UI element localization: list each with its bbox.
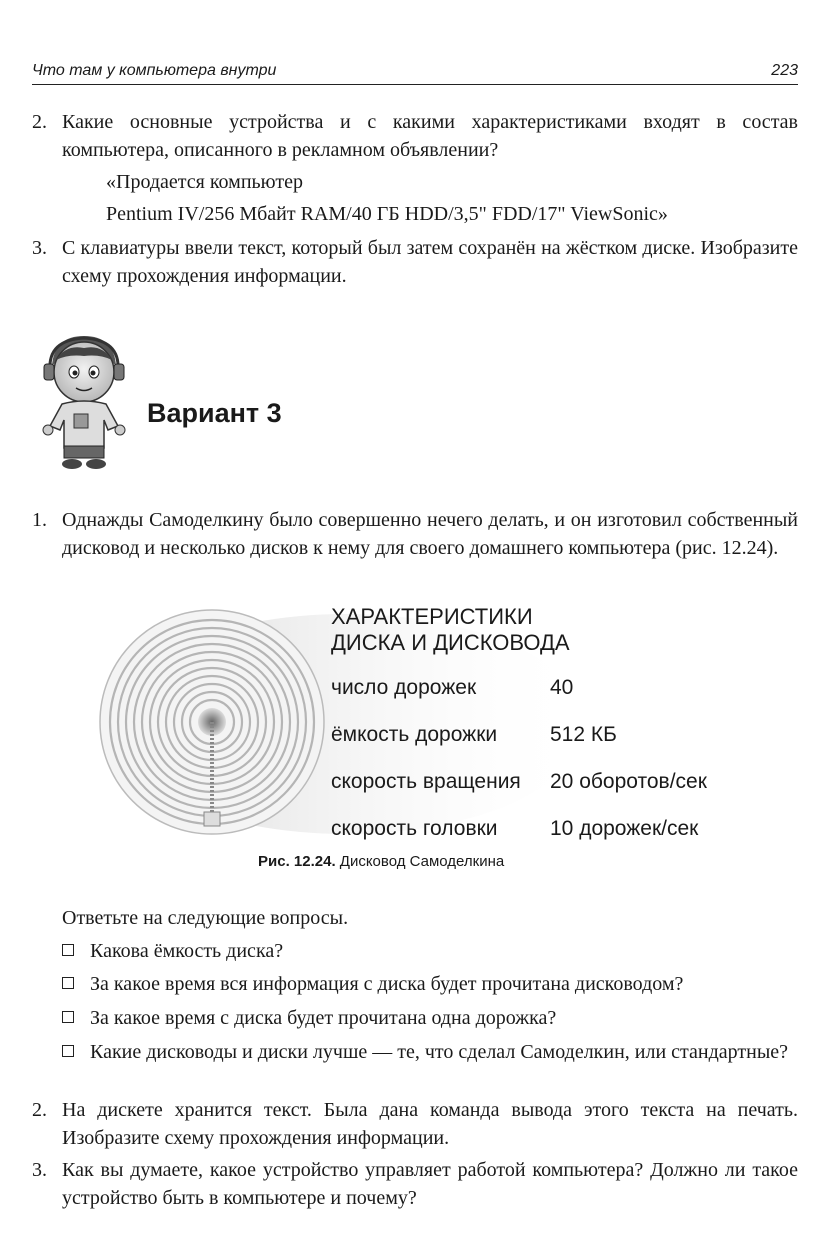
questions-intro: Ответьте на следующие вопросы. — [62, 907, 349, 929]
spec-label: ёмкость дорожки — [331, 723, 498, 746]
spec-row — [331, 723, 617, 747]
spec-row — [331, 770, 707, 794]
caption-text: Дисковод Самоделкина — [339, 853, 505, 870]
spec-value: 40 — [550, 676, 574, 699]
spec-value: 20 оборотов/сек — [550, 770, 707, 793]
ad-line-1: «Продается компьютер — [106, 171, 303, 193]
item-text: На дискете хранится текст. Была дана команда вывода этого текста на печать. Изобразите схему прохождения информации. — [62, 1099, 798, 1149]
bullet-text: За какое время вся информация с диска будет прочитана дисководом? — [90, 973, 684, 995]
header-title: Что там у компьютера внутри — [32, 62, 277, 79]
bullet-text: За какое время с диска будет прочитана одна дорожка? — [90, 1007, 557, 1029]
bullet-text: Какие дисководы и диски лучше — те, что сделал Самоделкин, или стандартные? — [90, 1041, 789, 1063]
ad-line-2: Pentium IV/256 Мбайт RAM/40 ГБ HDD/3,5" FDD/17" ViewSonic» — [106, 203, 668, 225]
item-text: Какие основные устройства и с какими характеристиками входят в состав компьютера, описанного в рекламном объявлении? — [62, 111, 798, 161]
page-number: 223 — [771, 62, 798, 79]
checkbox-bullet-icon — [62, 944, 74, 956]
bullet-text: Какова ёмкость диска? — [90, 940, 284, 962]
caption-label: Рис. 12.24. — [258, 853, 336, 870]
variant-heading: Вариант 3 — [147, 398, 282, 428]
item-number: 2. — [32, 1099, 47, 1121]
item-text: Однажды Самоделкину было совершенно нечего делать, и он изготовил собственный дисковод и несколько дисков к нему для своего домашнего компьютера (рис. 12.24). — [62, 509, 798, 559]
item-number: 3. — [32, 237, 47, 259]
running-header — [32, 60, 798, 85]
boy-illustration — [34, 330, 134, 472]
figure-caption — [258, 853, 504, 870]
item-text: Как вы думаете, какое устройство управляет работой компьютера? Должно ли такое устройство быть в компьютере и почему? — [62, 1159, 798, 1209]
spec-value: 512 КБ — [550, 723, 617, 746]
item-number: 1. — [32, 509, 47, 531]
checkbox-bullet-icon — [62, 1011, 74, 1023]
checkbox-bullet-icon — [62, 1045, 74, 1057]
item-number: 3. — [32, 1159, 47, 1181]
spec-row — [331, 676, 574, 700]
spec-row — [331, 817, 699, 841]
item-number: 2. — [32, 111, 47, 133]
spec-label: скорость вращения — [331, 770, 521, 793]
spec-label: число дорожек — [331, 676, 477, 699]
spec-value: 10 дорожек/сек — [550, 817, 699, 840]
item-text: С клавиатуры ввели текст, который был затем сохранён на жёстком диске. Изобразите схему прохождения информации. — [62, 237, 798, 287]
figure-title-line-2: ДИСКА И ДИСКОВОДА — [331, 630, 570, 655]
checkbox-bullet-icon — [62, 977, 74, 989]
spec-label: скорость головки — [331, 817, 498, 840]
figure-title-line-1: ХАРАКТЕРИСТИКИ — [331, 604, 533, 629]
